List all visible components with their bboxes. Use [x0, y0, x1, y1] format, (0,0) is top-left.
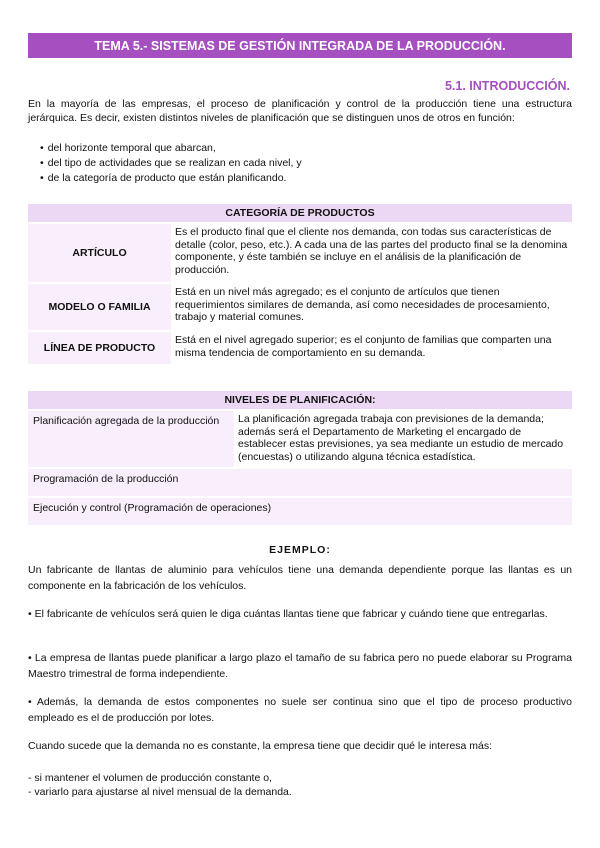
level-label: Programación de la producción: [28, 469, 572, 496]
category-description: Está en el nivel agregado superior; es el conjunto de familias que comparten una misma tendencia de comportamiento en su demanda.: [171, 332, 572, 364]
product-categories-table: [28, 202, 572, 366]
example-option: - variarlo para ajustarse al nivel mensual de la demanda.: [28, 786, 292, 798]
example-paragraph: • La empresa de llantas puede planificar a largo plazo el tamaño de su fabrica pero no puede elaborar su Programa Maestro trimestral de forma independiente.: [28, 652, 572, 680]
list-item: • del tipo de actividades que se realizan en cada nivel, y: [40, 156, 302, 171]
level-description: La planificación agregada trabaja con previsiones de la demanda; además será el Departamento de Marketing el encargado de establecer estas previsiones, ya sea mediante un estudio de mercado (encuestas) o utilizando alguna técnica estadística.: [234, 411, 572, 467]
list-item: • del horizonte temporal que abarcan,: [40, 141, 302, 156]
example-paragraph: • Además, la demanda de estos componentes no suele ser continua sino que el tipo de proceso productivo empleado es el de producción por lotes.: [28, 696, 572, 724]
category-label: MODELO O FAMILIA: [28, 284, 171, 330]
levels-table-header: NIVELES DE PLANIFICACIÓN:: [28, 391, 572, 409]
table-row: [28, 224, 572, 282]
table-row: [28, 498, 572, 525]
page-title: TEMA 5.- SISTEMAS DE GESTIÓN INTEGRADA DE LA PRODUCCIÓN.: [28, 33, 572, 58]
level-label: Ejecución y control (Programación de operaciones): [28, 498, 572, 525]
table-row: [28, 332, 572, 364]
planning-levels-table: [28, 389, 572, 527]
table-row: [28, 284, 572, 330]
category-description: Es el producto final que el cliente nos demanda, con todas sus características de detalle (color, peso, etc.). A cada una de las partes del producto final se la denomina componente, y éste también se incluye en el análisis de la planificación de producción.: [171, 224, 572, 282]
categories-table-header: CATEGORÍA DE PRODUCTOS: [28, 204, 572, 222]
category-label: ARTÍCULO: [28, 224, 171, 282]
example-heading: EJEMPLO:: [269, 544, 331, 556]
section-heading: 5.1. INTRODUCCIÓN.: [444, 79, 570, 93]
list-item: • de la categoría de producto que están planificando.: [40, 171, 302, 186]
example-paragraph: • El fabricante de vehículos será quien le diga cuántas llantas tiene que fabricar y cuándo tiene que entregarlas.: [28, 608, 548, 620]
intro-paragraph: En la mayoría de las empresas, el proceso de planificación y control de la producción tiene una estructura jerárquica. Es decir, existen distintos niveles de planificación que se distinguen unos de otros en función:: [28, 98, 572, 124]
table-row: [28, 469, 572, 496]
category-description: Está en un nivel más agregado; es el conjunto de artículos que tienen requerimientos similares de demanda, así como necesidades de procesamiento, trabajo y material comunes.: [171, 284, 572, 330]
intro-bullet-list: [40, 141, 302, 186]
example-option: - si mantener el volumen de producción constante o,: [28, 772, 272, 784]
example-paragraph: Un fabricante de llantas de aluminio para vehículos tiene una demanda dependiente porque las llantas es un componente en la fabricación de los vehículos.: [28, 564, 572, 592]
example-paragraph: Cuando sucede que la demanda no es constante, la empresa tiene que decidir qué le interesa más:: [28, 740, 493, 752]
category-label: LÍNEA DE PRODUCTO: [28, 332, 171, 364]
table-row: [28, 411, 572, 467]
level-label: Planificación agregada de la producción: [28, 411, 234, 467]
